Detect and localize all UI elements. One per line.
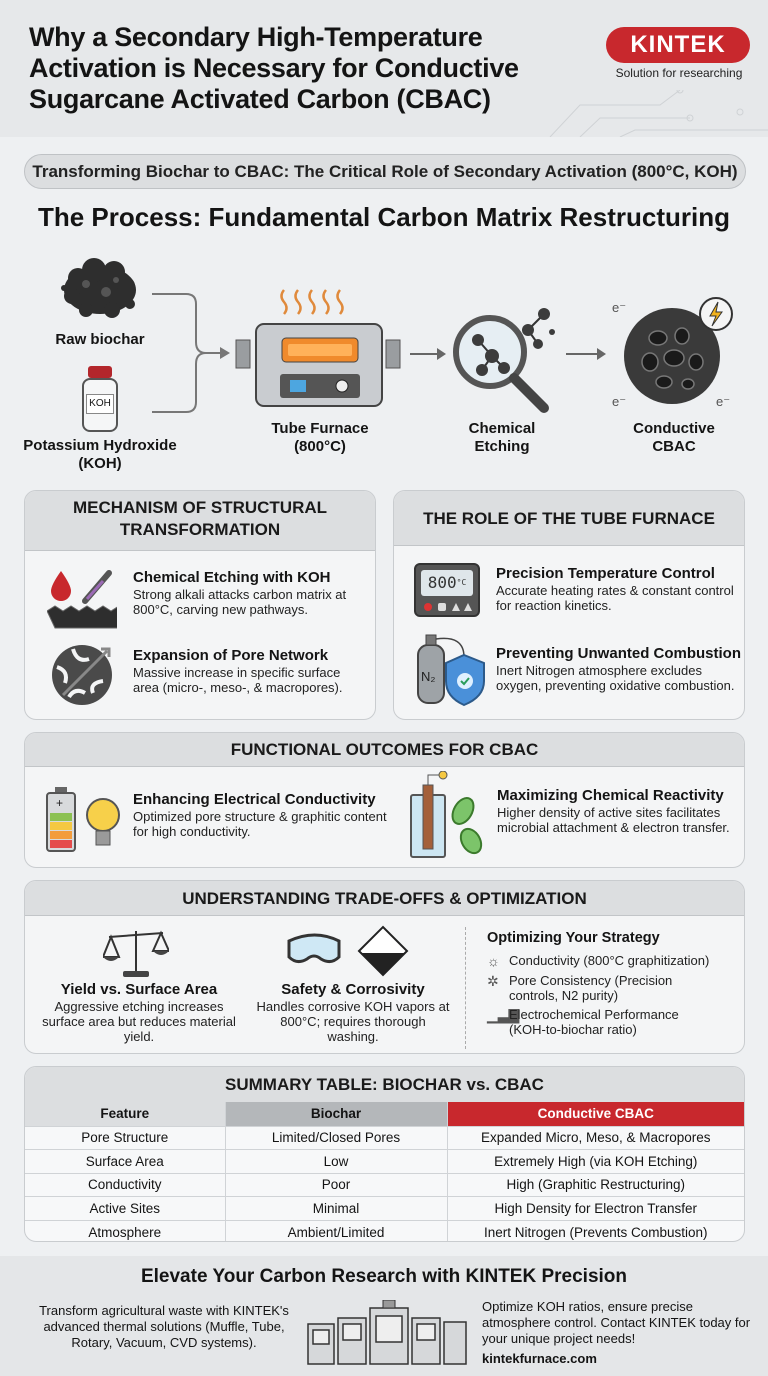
kintek-logo[interactable]: KINTEK <box>606 27 750 63</box>
process-arrow <box>410 353 444 355</box>
column-header: Conductive CBAC <box>447 1102 744 1126</box>
lightbulb-icon: ☼ <box>487 953 500 969</box>
merge-connector-icon <box>150 290 230 416</box>
mechanism-item-pores: Expansion of Pore Network Massive increase in specific surface area (micro-, meso-, & macropores). <box>133 647 343 695</box>
table-row: Surface Area Low Extremely High (via KOH Etching) <box>25 1150 744 1174</box>
strategy-point: ▁▃▇ Electrochemical Performance (KOH-to-biochar ratio) <box>487 1007 679 1037</box>
etching-dropper-icon <box>47 567 117 629</box>
furnace-lineup-icon <box>304 1300 468 1366</box>
website-link[interactable]: kintekfurnace.com <box>482 1351 597 1366</box>
svg-text:e⁻: e⁻ <box>716 394 731 409</box>
footer-right-text: Optimize KOH ratios, ensure precise atmosphere control. Contact KINTEK today for your unique project needs! kintekfurnace.com <box>482 1299 751 1366</box>
furnace-item-combustion: Preventing Unwanted Combustion Inert Nitrogen atmosphere excludes oxygen, preventing oxidative combustion. <box>496 645 742 693</box>
porous-carbon-icon <box>608 292 738 412</box>
goggles-corrosive-icon <box>285 923 409 979</box>
tradeoff-item-safety: Safety & Corrosivity Handles corrosive KOH vapors at 800°C; requires thorough washing. <box>256 981 450 1044</box>
tradeoffs-card <box>24 880 745 1054</box>
step-koh: Potassium Hydroxide (KOH) <box>23 437 177 472</box>
table-row: Atmosphere Ambient/Limited Inert Nitrogen (Prevents Combustion) <box>25 1220 744 1242</box>
step-chemical-etching: Chemical Etching <box>468 420 536 455</box>
circuit-decoration-icon <box>540 90 768 137</box>
svg-text:e⁻: e⁻ <box>612 300 627 315</box>
svg-text:+: + <box>56 796 64 810</box>
strategy-point: ✲ Pore Consistency (Precision controls, N2 purity) <box>487 973 673 1003</box>
koh-bottle-icon: KOH <box>80 366 120 432</box>
network-icon: ✲ <box>487 973 499 989</box>
svg-text:e⁻: e⁻ <box>612 394 627 409</box>
magnifier-molecule-icon <box>452 292 567 414</box>
table-row: Active Sites Minimal High Density for Electron Transfer <box>25 1197 744 1221</box>
divider <box>465 927 466 1049</box>
pore-network-icon <box>49 643 115 707</box>
battery-bulb-icon <box>45 787 125 853</box>
summary-card <box>24 1066 745 1242</box>
step-tube-furnace: Tube Furnace (800°C) <box>271 420 369 455</box>
temperature-controller-icon: $800^{^\circ C}$ <box>414 563 480 617</box>
outcome-item-conductivity: Enhancing Electrical Conductivity Optimized pore structure & graphitic content for high conductivity. <box>133 791 387 839</box>
furnace-item-temperature: Precision Temperature Control Accurate heating rates & constant control for reaction kinetics. <box>496 565 734 613</box>
balance-scale-icon <box>103 925 169 979</box>
tradeoff-item-yield: Yield vs. Surface Area Aggressive etching increases surface area but reduces material yield. <box>42 981 236 1044</box>
furnace-role-card <box>393 490 745 720</box>
footer-title: Elevate Your Carbon Research with KINTEK Precision <box>140 1266 628 1287</box>
nitrogen-cylinder-shield-icon <box>414 631 486 707</box>
mechanism-heading: MECHANISM OF STRUCTURAL TRANSFORMATION <box>25 491 375 551</box>
outcome-item-reactivity: Maximizing Chemical Reactivity Higher density of active sites facilitates microbial attachment & electron transfer. <box>497 787 730 835</box>
electrode-microbe-icon <box>409 771 489 859</box>
tube-furnace-icon <box>234 284 402 414</box>
biochar-pile-icon <box>56 252 144 324</box>
table-row: Pore Structure Limited/Closed Pores Expanded Micro, Meso, & Macropores <box>25 1126 744 1150</box>
column-header: Feature <box>25 1102 225 1126</box>
bar-chart-icon: ▁▃▇ <box>487 1007 520 1023</box>
tradeoffs-heading: UNDERSTANDING TRADE-OFFS & OPTIMIZATION <box>25 881 744 916</box>
mechanism-card <box>24 490 376 720</box>
summary-heading: SUMMARY TABLE: BIOCHAR vs. CBAC <box>25 1067 744 1102</box>
strategy-panel: Optimizing Your Strategy ☼ Conductivity (800°C graphitization) ✲ Pore Consistency (Precision controls, N2 purity) ▁▃▇ Electrochemical Performance (KOH-to-biochar ratio) <box>487 929 737 1037</box>
outcomes-heading: FUNCTIONAL OUTCOMES FOR CBAC <box>25 733 744 767</box>
step-conductive-cbac: Conductive CBAC <box>633 420 715 455</box>
header <box>0 0 768 137</box>
table-row: Conductivity Poor High (Graphitic Restructuring) <box>25 1173 744 1197</box>
furnace-role-heading: THE ROLE OF THE TUBE FURNACE <box>394 491 744 546</box>
column-header: Biochar <box>225 1102 447 1126</box>
mechanism-item-etching: Chemical Etching with KOH Strong alkali attacks carbon matrix at 800°C, carving new pathways. <box>133 569 347 617</box>
footer-left-text: Transform agricultural waste with KINTEK's advanced thermal solutions (Muffle, Tube, Rotary, Vacuum, CVD systems). <box>39 1303 289 1350</box>
process-title: The Process: Fundamental Carbon Matrix Restructuring <box>37 202 730 232</box>
logo-tagline: Solution for researching <box>615 66 743 80</box>
subtitle-banner: Transforming Biochar to CBAC: The Critical Role of Secondary Activation (800°C, KOH) <box>24 154 746 189</box>
svg-text:N₂: N₂ <box>421 669 436 684</box>
step-raw-biochar: Raw biochar <box>55 331 145 348</box>
process-arrow <box>566 353 604 355</box>
footer <box>0 1256 768 1376</box>
strategy-point: ☼ Conductivity (800°C graphitization) <box>487 953 710 969</box>
page-title: Why a Secondary High-Temperature Activation is Necessary for Conductive Sugarcane Activated Carbon (CBAC) <box>29 22 519 114</box>
outcomes-card <box>24 732 745 868</box>
summary-table <box>25 1102 744 1242</box>
